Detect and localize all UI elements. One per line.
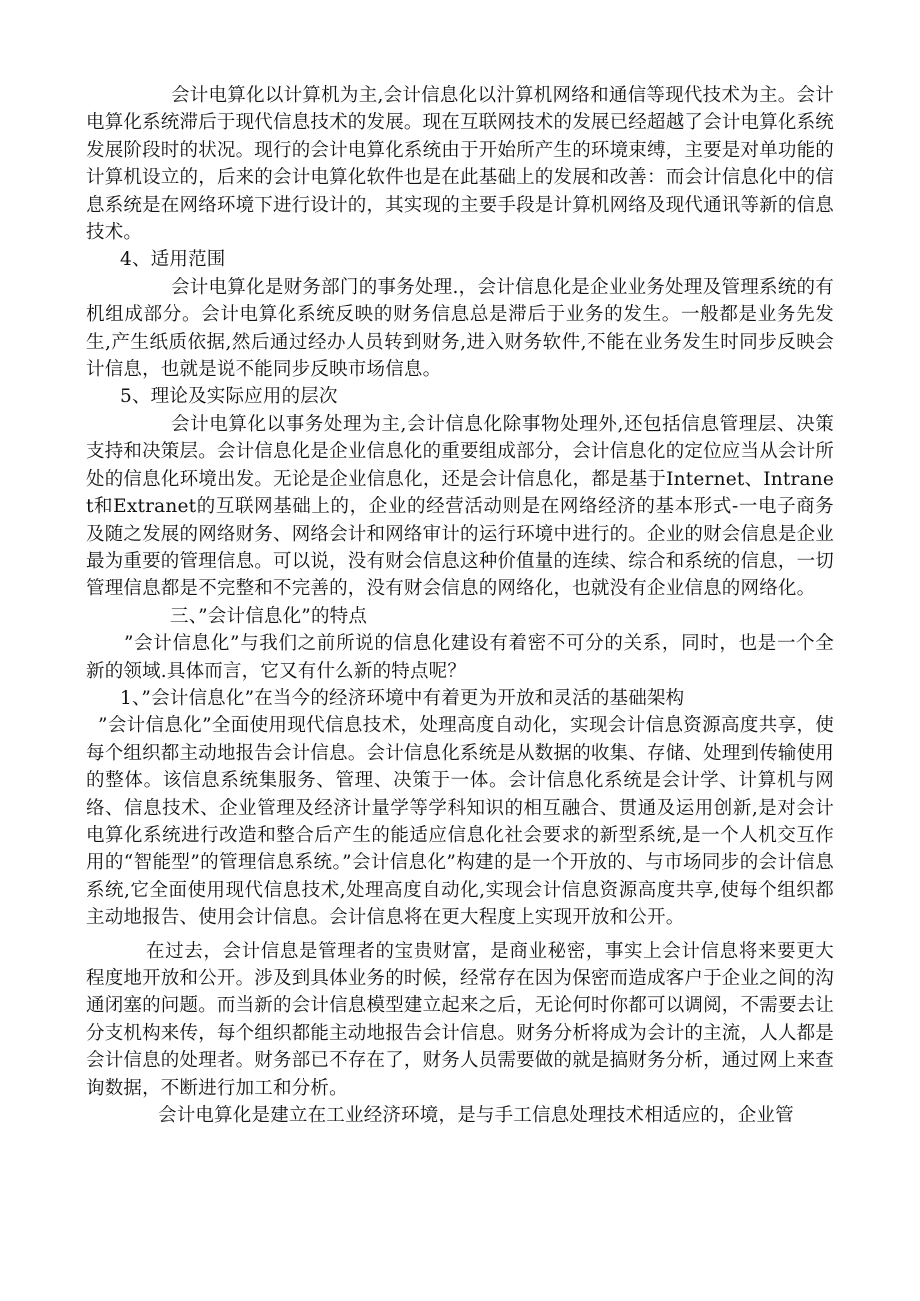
paragraph: ”会计信息化”与我们之前所说的信息化建设有着密不可分的关系，同时，也是一个全新的领域.具体而言，它又有什么新的特点呢？ — [86, 633, 834, 682]
chapter-heading: 三、”会计信息化”的特点 — [170, 605, 368, 627]
paragraph: 会计电算化以事务处理为主,会计信息化除事物处理外,还包括信息管理层、决策支持和决策层。会计信息化是企业信息化的重要组成部分，会计信息化的定位应当从会计所处的信息化环境出发。无论是企业信息化，还是会计信息化，都是基于Internet、Intranet和Extranet的互联网基础上的，企业的经营活动则是在网络经济的基本形式-一电子商务及随之发展的网络财务、网络会计和网络审计的运行环境中进行的。企业的财会信息是企业最为重要的管理信息。可以说，没有财会信息这种价值量的连续、综合和系统的信息，一切管理信息都是不完整和不完善的，没有财会信息的网络化，也就没有企业信息的网络化。 — [86, 413, 835, 600]
paragraph: 会计电算化以计算机为主,会计信息化以汁算机网络和通信等现代技术为主。会计电算化系统滞后于现代信息技术的发展。现在互联网技术的发展已经超越了会计电算化系统发展阶段时的状况。现行的会计电算化系统由于开始所产生的环境束缚，主要是对单功能的计算机设立的，后来的会计电算化软件也是在此基础上的发展和改善：而会计信息化中的信息系统是在网络环境下进行设计的，其实现的主要手段是计算机网络及现代通讯等新的信息技术。 — [86, 85, 835, 244]
paragraph: 会计电算化是财务部门的事务处理.，会计信息化是企业业务处理及管理系统的有机组成部分。会计电算化系统反映的财务信息总是滞后于业务的发生。一般都是业务先发生,产生纸质依据,然后通过经办人员转到财务,进入财务软件,不能在业务发生时同步反映会计信息，也就是说不能同步反映市场信息。 — [86, 276, 834, 381]
document-body — [86, 82, 834, 1129]
section-heading: 5、理论及实际应用的层次 — [120, 386, 338, 408]
paragraph: 会计电算化是建立在工业经济环境，是与手工信息处理技术相适应的，企业管 — [158, 1105, 794, 1127]
paragraph: ”会计信息化”全面使用现代信息技术，处理高度自动化，实现会计信息资源高度共享，使每个组织都主动地报告会计信息。会计信息化系统是从数据的收集、存储、处理到传输使用的整体。该信息系统集服务、管理、决策于一体。会计信息化系统是会计学、计算机与网络、信息技术、企业管理及经济计量学等学科知识的相互融合、贯通及运用创新,是对会计电算化系统进行改造和整合后产生的能适应信息化社会要求的新型系统,是一个人机交互作用的“智能型”的管理信息系统。”会计信息化”构建的是一个开放的、与市场同步的会计信息系统,它全面使用现代信息技术,处理高度自动化,实现会计信息资源高度共享,使每个组织都主动地报告、使用会计信息。会计信息将在更大程度上实现开放和公开。 — [86, 715, 835, 929]
section-heading: 4、适用范围 — [120, 249, 226, 271]
paragraph: 在过去，会计信息是管理者的宝贵财富，是商业秘密，事实上会计信息将来要更大程度地开放和公开。涉及到具体业务的时候，经常存在因为保密而造成客户于企业之间的沟通闭塞的问题。而当新的会计信息模型建立起来之后，无论何时你都可以调阅，不需要去让分支机构来传，每个组织都能主动地报告会计信息。财务分析将成为会计的主流，人人都是会计信息的处理者。财务部已不存在了，财务人员需要做的就是搞财务分析，通过网上来查询数据，不断进行加工和分析。 — [86, 940, 835, 1099]
section-heading: 1、”会计信息化”在当今的经济环境中有着更为开放和灵活的基础架构 — [120, 687, 685, 709]
